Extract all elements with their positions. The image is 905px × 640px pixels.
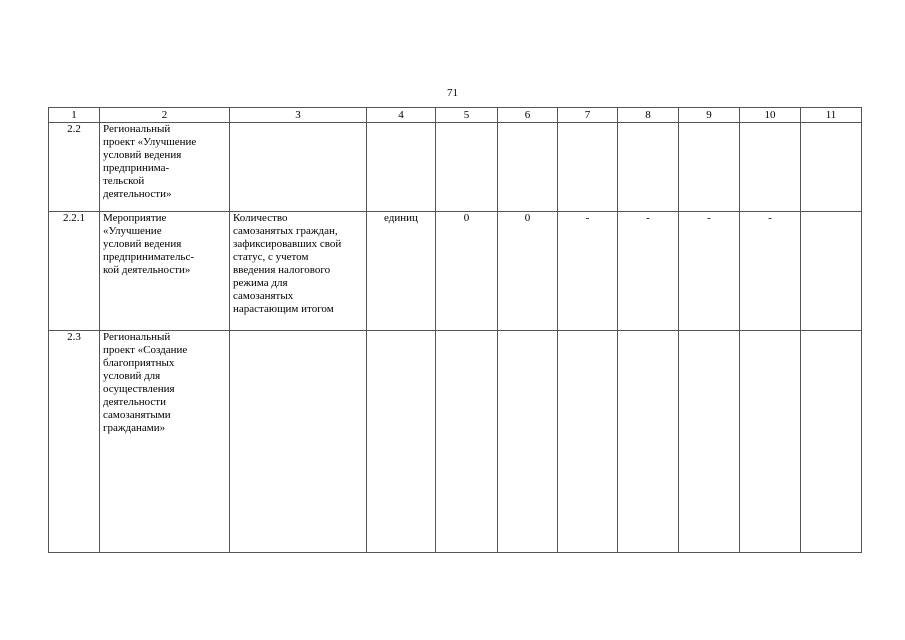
table-header-row <box>49 108 862 123</box>
row-name-line: благоприятных <box>103 357 175 369</box>
row-name-line: условий для <box>103 370 161 382</box>
column-header: 10 <box>740 108 801 123</box>
row-name <box>100 212 230 331</box>
row-indicator-line: Количество <box>233 212 288 224</box>
column-header: 7 <box>558 108 618 123</box>
row-unit: единиц <box>367 212 436 331</box>
row-name-line: Мероприятие <box>103 212 167 224</box>
column-header: 11 <box>801 108 862 123</box>
row-cell: - <box>679 212 740 331</box>
row-name-line: предпринимательс- <box>103 251 194 263</box>
row-cell <box>801 331 862 553</box>
row-indicator-line: зафиксировавших свой <box>233 238 342 250</box>
table-row <box>49 123 862 212</box>
row-cell <box>740 123 801 212</box>
column-header: 1 <box>49 108 100 123</box>
row-unit <box>367 331 436 553</box>
row-name-line: гражданами» <box>103 422 166 434</box>
row-cell <box>558 123 618 212</box>
column-header: 8 <box>618 108 679 123</box>
row-name-line: деятельности <box>103 396 166 408</box>
row-indicator <box>230 212 367 331</box>
column-header: 3 <box>230 108 367 123</box>
row-cell <box>436 123 498 212</box>
row-indicator <box>230 331 367 553</box>
row-number: 2.2 <box>49 123 100 212</box>
row-cell: 0 <box>498 212 558 331</box>
row-cell <box>740 331 801 553</box>
column-header: 4 <box>367 108 436 123</box>
row-indicator-line: нарастающим итогом <box>233 303 334 315</box>
row-name-line: осуществления <box>103 383 175 395</box>
row-name-line: проект «Создание <box>103 344 188 356</box>
row-name-line: самозанятыми <box>103 409 171 421</box>
row-name-line: Региональный <box>103 123 171 135</box>
row-name-line: тельской <box>103 175 145 187</box>
row-name-line: кой деятельности» <box>103 264 191 276</box>
row-name-line: деятельности» <box>103 188 172 200</box>
row-indicator-line: самозанятых граждан, <box>233 225 338 237</box>
row-cell <box>558 331 618 553</box>
indicators-table <box>48 107 862 553</box>
row-cell: - <box>740 212 801 331</box>
column-header: 9 <box>679 108 740 123</box>
row-cell <box>801 123 862 212</box>
row-name-line: условий ведения <box>103 238 182 250</box>
row-name-line: проект «Улучшение <box>103 136 197 148</box>
column-header: 6 <box>498 108 558 123</box>
row-cell <box>679 123 740 212</box>
row-indicator-line: самозанятых <box>233 290 294 302</box>
table-row <box>49 212 862 331</box>
row-cell <box>801 212 862 331</box>
row-name-line: «Улучшение <box>103 225 162 237</box>
row-name <box>100 123 230 212</box>
row-cell <box>618 123 679 212</box>
column-header: 2 <box>100 108 230 123</box>
row-cell <box>498 331 558 553</box>
page-number: 71 <box>447 87 458 99</box>
row-cell <box>436 331 498 553</box>
row-cell <box>679 331 740 553</box>
row-indicator-line: режима для <box>233 277 288 289</box>
row-cell <box>618 331 679 553</box>
table-row <box>49 331 862 553</box>
row-cell: 0 <box>436 212 498 331</box>
row-indicator-line: статус, с учетом <box>233 251 309 263</box>
row-number: 2.3 <box>49 331 100 553</box>
row-indicator <box>230 123 367 212</box>
row-cell: - <box>618 212 679 331</box>
row-unit <box>367 123 436 212</box>
row-cell: - <box>558 212 618 331</box>
row-cell <box>498 123 558 212</box>
row-name <box>100 331 230 553</box>
row-name-line: условий ведения <box>103 149 182 161</box>
row-number: 2.2.1 <box>49 212 100 331</box>
column-header: 5 <box>436 108 498 123</box>
row-name-line: Региональный <box>103 331 171 343</box>
row-name-line: предпринима- <box>103 162 170 174</box>
row-indicator-line: введения налогового <box>233 264 331 276</box>
